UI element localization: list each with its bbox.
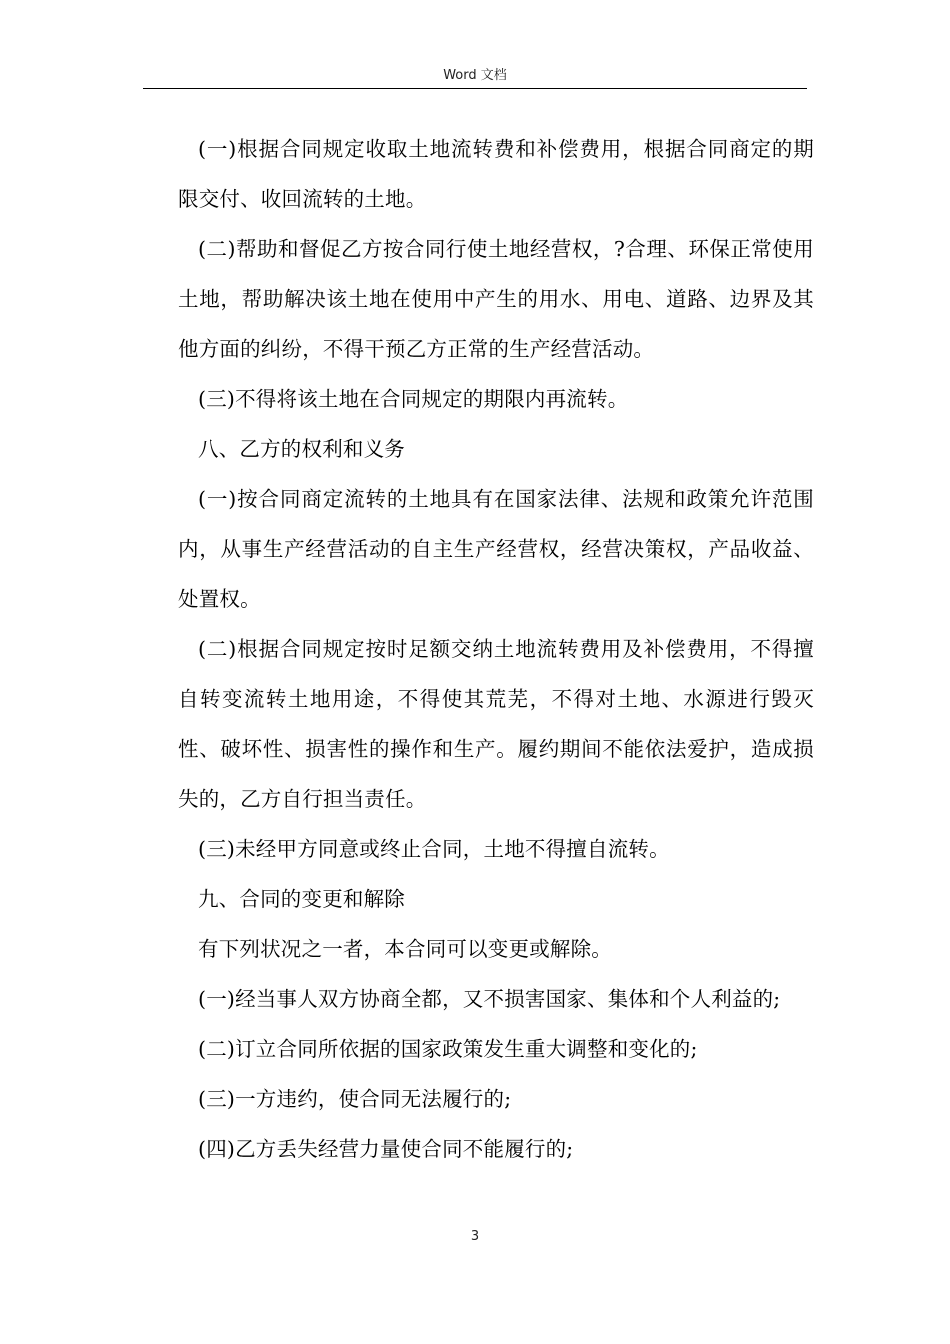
paragraph-10: (一)经当事人双方协商全都，又不损害国家、集体和个人利益的; [198,987,781,1011]
section-heading-8: 八、乙方的权利和义务 [198,437,405,461]
paragraph-5: (一)按合同商定流转的土地具有在国家法律、法规和政策允许范围内，从事生产经营活动的自主生产经营权，经营决策权，产品收益、处置权。 [178,487,814,611]
paragraph-3: (三)不得将该土地在合同规定的期限内再流转。 [198,387,629,411]
section-heading-9: 九、合同的变更和解除 [198,887,405,911]
page-number: 3 [470,1229,480,1244]
paragraph-2: (二)帮助和督促乙方按合同行使土地经营权，?合理、环保正常使用土地，帮助解决该土地在使用中产生的用水、用电、道路、边界及其他方面的纠纷，不得干预乙方正常的生产经营活动。 [178,237,814,361]
document-body [178,124,814,1174]
header-divider [143,88,807,89]
paragraph-13: (四)乙方丢失经营力量使合同不能履行的; [198,1137,574,1161]
paragraph-9: 有下列状况之一者，本合同可以变更或解除。 [198,937,612,961]
paragraph-1: (一)根据合同规定收取土地流转费和补偿费用，根据合同商定的期限交付、收回流转的土地。 [178,137,814,211]
page-header: Word 文档 [443,68,507,83]
paragraph-12: (三)一方违约，使合同无法履行的; [198,1087,512,1111]
paragraph-7: (三)未经甲方同意或终止合同，土地不得擅自流转。 [198,837,670,861]
paragraph-11: (二)订立合同所依据的国家政策发生重大调整和变化的; [198,1037,698,1061]
paragraph-6: (二)根据合同规定按时足额交纳土地流转费用及补偿费用，不得擅自转变流转土地用途，不得使其荒芜，不得对土地、水源进行毁灭性、破坏性、损害性的操作和生产。履约期间不能依法爱护，造成损失的，乙方自行担当责任。 [178,637,814,811]
